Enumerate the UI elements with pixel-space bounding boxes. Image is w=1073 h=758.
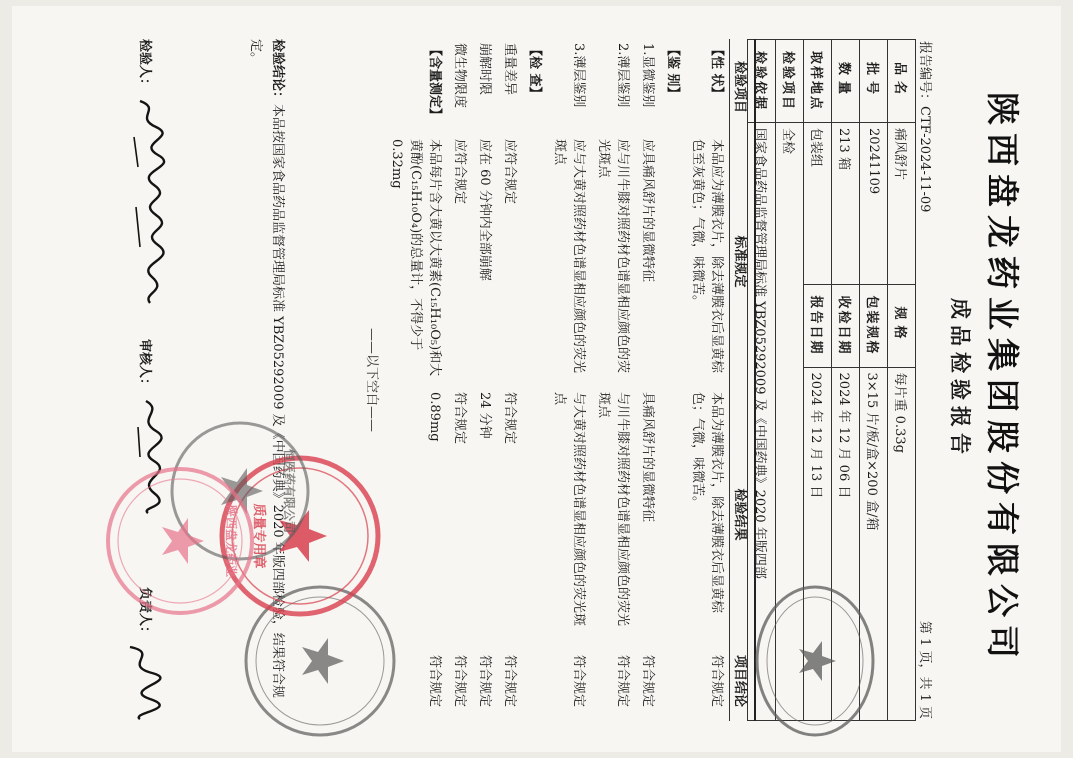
assay-result: 0.89mg	[427, 392, 442, 442]
table-row	[660, 39, 685, 721]
weight-conclusion: 符合规定	[502, 654, 517, 707]
id3-conclusion: 符合规定	[571, 654, 586, 707]
report-title: 成品检验报告	[948, 298, 973, 460]
head-result: 检验结果	[730, 388, 756, 641]
scanned-page	[12, 6, 1061, 752]
report-number	[917, 41, 936, 212]
report-document	[32, 21, 1040, 737]
id3-standard: 应与大黄对照药材色谱显相应颜色的荧光斑点	[552, 139, 586, 374]
disint-standard: 应在 60 分钟内全部崩解	[477, 139, 492, 281]
disint-result: 24 分钟	[477, 392, 492, 439]
table-row	[522, 39, 547, 721]
inspector-signature	[126, 97, 170, 307]
conclusion-text: 本品按国家食品药品监督管理局标准 YBZ05292009 及《中国药典》2020 年版四部检验，结果符合规定。	[248, 39, 285, 698]
info-row	[888, 40, 916, 721]
item-label: 检验项目	[776, 40, 804, 123]
id3-result: 与大黄对照药材色谱显相应颜色的荧光斑点	[552, 392, 586, 627]
report-number-value: CTF-2024-11-09	[917, 106, 932, 213]
product-name-value: 痛风舒片	[888, 123, 916, 285]
section-identify: 【鉴 别】	[665, 43, 680, 100]
micro-item: 微生物限度	[452, 43, 467, 109]
character-conclusion: 符合规定	[709, 654, 724, 707]
assay-item: 【含量测定】	[427, 43, 442, 122]
inspector-label: 检验人：	[137, 39, 152, 92]
character-result: 本品为薄膜衣片，除去薄膜衣后显黄棕色；气微，味微苦。	[690, 392, 724, 614]
id1-standard: 应具痛风舒片的显微特征	[640, 139, 655, 283]
table-row	[472, 39, 497, 721]
id1-item: 1.显微鉴别	[640, 43, 655, 108]
head-standard: 标准规定	[730, 135, 756, 388]
section-check: 【检 查】	[527, 43, 542, 100]
results-table	[359, 39, 756, 721]
page-info: 第 1 页，共 1 页	[917, 620, 932, 719]
item-value: 全检	[776, 123, 804, 721]
spec-value: 每片重 0.33g	[888, 367, 916, 720]
reviewer-label: 审核人：	[137, 339, 152, 392]
table-row	[591, 39, 635, 721]
disint-item: 崩解时限	[477, 43, 492, 96]
sample-place-label: 取样地点	[804, 40, 832, 123]
product-name-label: 品名	[888, 40, 916, 123]
receive-date-label: 收检日期	[832, 284, 860, 367]
table-row	[635, 39, 660, 721]
section-character: 【性 状】	[709, 43, 724, 100]
report-date-label: 报告日期	[804, 284, 832, 367]
company-name: 陕西盘龙药业集团股份有限公司	[983, 92, 1022, 666]
weight-standard: 应符合规定	[502, 139, 517, 205]
qa-seal-caption: 质量专用章	[251, 503, 266, 569]
assay-standard: 本品每片含大黄以大黄素(C₁₅H₁₀O₅)和大黄酚(C₁₅H₁₀O₄)的总量计，不得少于 0.32mg	[389, 139, 442, 377]
conclusion-label: 检验结论：	[270, 39, 285, 105]
id1-result: 具痛风舒片的显微特征	[640, 392, 655, 523]
micro-standard: 应符合规定	[452, 139, 467, 205]
table-row	[547, 39, 591, 721]
character-standard: 本品应为薄膜衣片，除去薄膜衣后显黄棕色至灰黄色；气微，味微苦。	[690, 139, 724, 374]
responsible-label: 负责人：	[137, 587, 152, 640]
table-row	[497, 39, 522, 721]
head-conclusion: 项目结论	[730, 641, 756, 721]
disint-conclusion: 符合规定	[477, 654, 492, 707]
micro-result: 符合规定	[452, 392, 467, 445]
basis-value: 国家食品药品监督管理局标准 YBZ05292009 及《中国药典》2020 年版四部	[748, 123, 776, 721]
id1-conclusion: 符合规定	[640, 654, 655, 707]
head-item: 检验项目	[730, 39, 756, 135]
quantity-label: 数量	[832, 40, 860, 123]
table-row	[685, 39, 730, 721]
report-number-label: 报告编号：	[917, 41, 932, 107]
batch-value: 20241109	[860, 123, 888, 285]
hospital-seal-caption: 恒医药有限公司	[282, 448, 296, 533]
gray-company-seal-top	[750, 581, 880, 741]
spec-label: 规格	[888, 284, 916, 367]
responsible-signature	[114, 643, 170, 721]
company-seal-caption: 陕西盘龙药业	[224, 504, 238, 577]
id2-item: 2.薄层鉴别	[615, 43, 630, 108]
package-value: 3×15 片/板/盒×200 盒/箱	[860, 367, 888, 720]
receive-date-value: 2024 年 12 月 06 日	[832, 367, 860, 720]
package-label: 包装规格	[860, 284, 888, 367]
id2-standard: 应与川牛膝对照药材色谱显相应颜色的荧光斑点	[596, 139, 630, 374]
id3-item: 3.薄层鉴别	[571, 43, 586, 108]
id2-conclusion: 符合规定	[615, 654, 630, 707]
weight-result: 符合规定	[502, 392, 517, 445]
assay-conclusion: 符合规定	[427, 654, 442, 707]
end-line: ——以下空白——	[364, 327, 379, 432]
quantity-value: 213 箱	[832, 123, 860, 285]
sample-place-value: 包装组	[804, 123, 832, 285]
micro-conclusion: 符合规定	[452, 654, 467, 707]
batch-label: 批号	[860, 40, 888, 123]
weight-item: 重量差异	[502, 43, 517, 96]
basis-label: 检验依据	[748, 40, 776, 123]
report-date-value: 2024 年 12 月 13 日	[804, 367, 832, 720]
table-row	[447, 39, 472, 721]
id2-result: 与川牛膝对照药材色谱显相应颜色的荧光斑点	[596, 392, 630, 627]
